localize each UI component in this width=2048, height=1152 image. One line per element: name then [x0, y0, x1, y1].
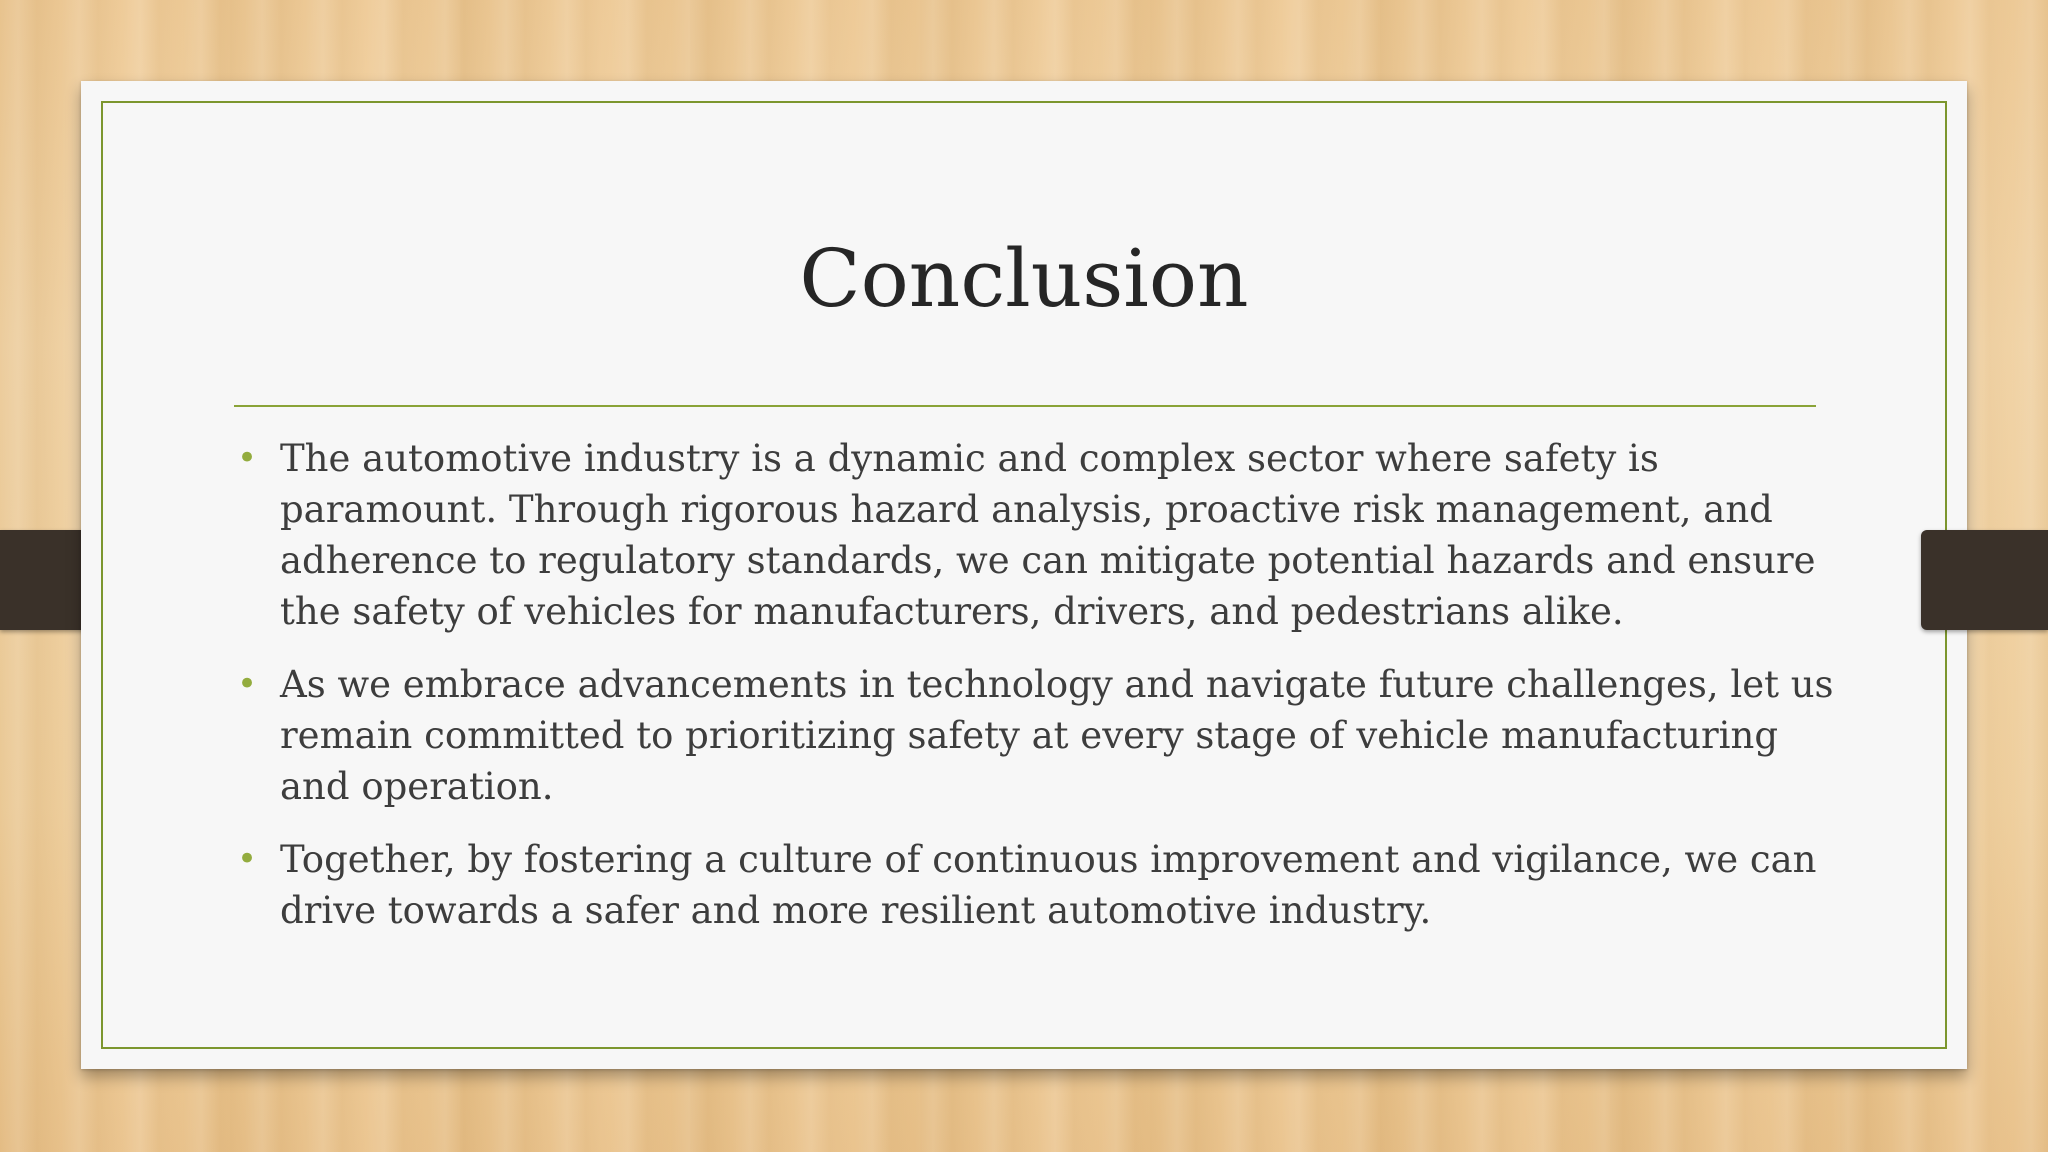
slide-title: Conclusion — [799, 232, 1249, 325]
bullet-list — [234, 433, 1854, 958]
binder-clip-right — [1921, 530, 2048, 630]
bullet-text: The automotive industry is a dynamic and complex sector where safety is paramount. Through rigorous hazard analysis, proactive risk management, and adherence to regulatory standards, we can mitigate potential hazards and ensure the safety of vehicles for manufacturers, drivers, and pedestrians alike. — [280, 437, 1816, 633]
slide-card — [81, 81, 1967, 1069]
bullet-dot-icon: • — [237, 839, 258, 879]
bullet-item — [234, 659, 1854, 812]
title-divider — [234, 405, 1816, 407]
bullet-dot-icon: • — [237, 664, 258, 704]
bullet-item — [234, 834, 1854, 936]
bullet-text: Together, by fostering a culture of continuous improvement and vigilance, we can drive towards a safer and more resilient automotive industry. — [280, 838, 1817, 932]
bullet-dot-icon: • — [237, 438, 258, 478]
bullet-item — [234, 433, 1854, 637]
bullet-text: As we embrace advancements in technology and navigate future challenges, let us remain committed to prioritizing safety at every stage of vehicle manufacturing and operation. — [280, 663, 1834, 808]
